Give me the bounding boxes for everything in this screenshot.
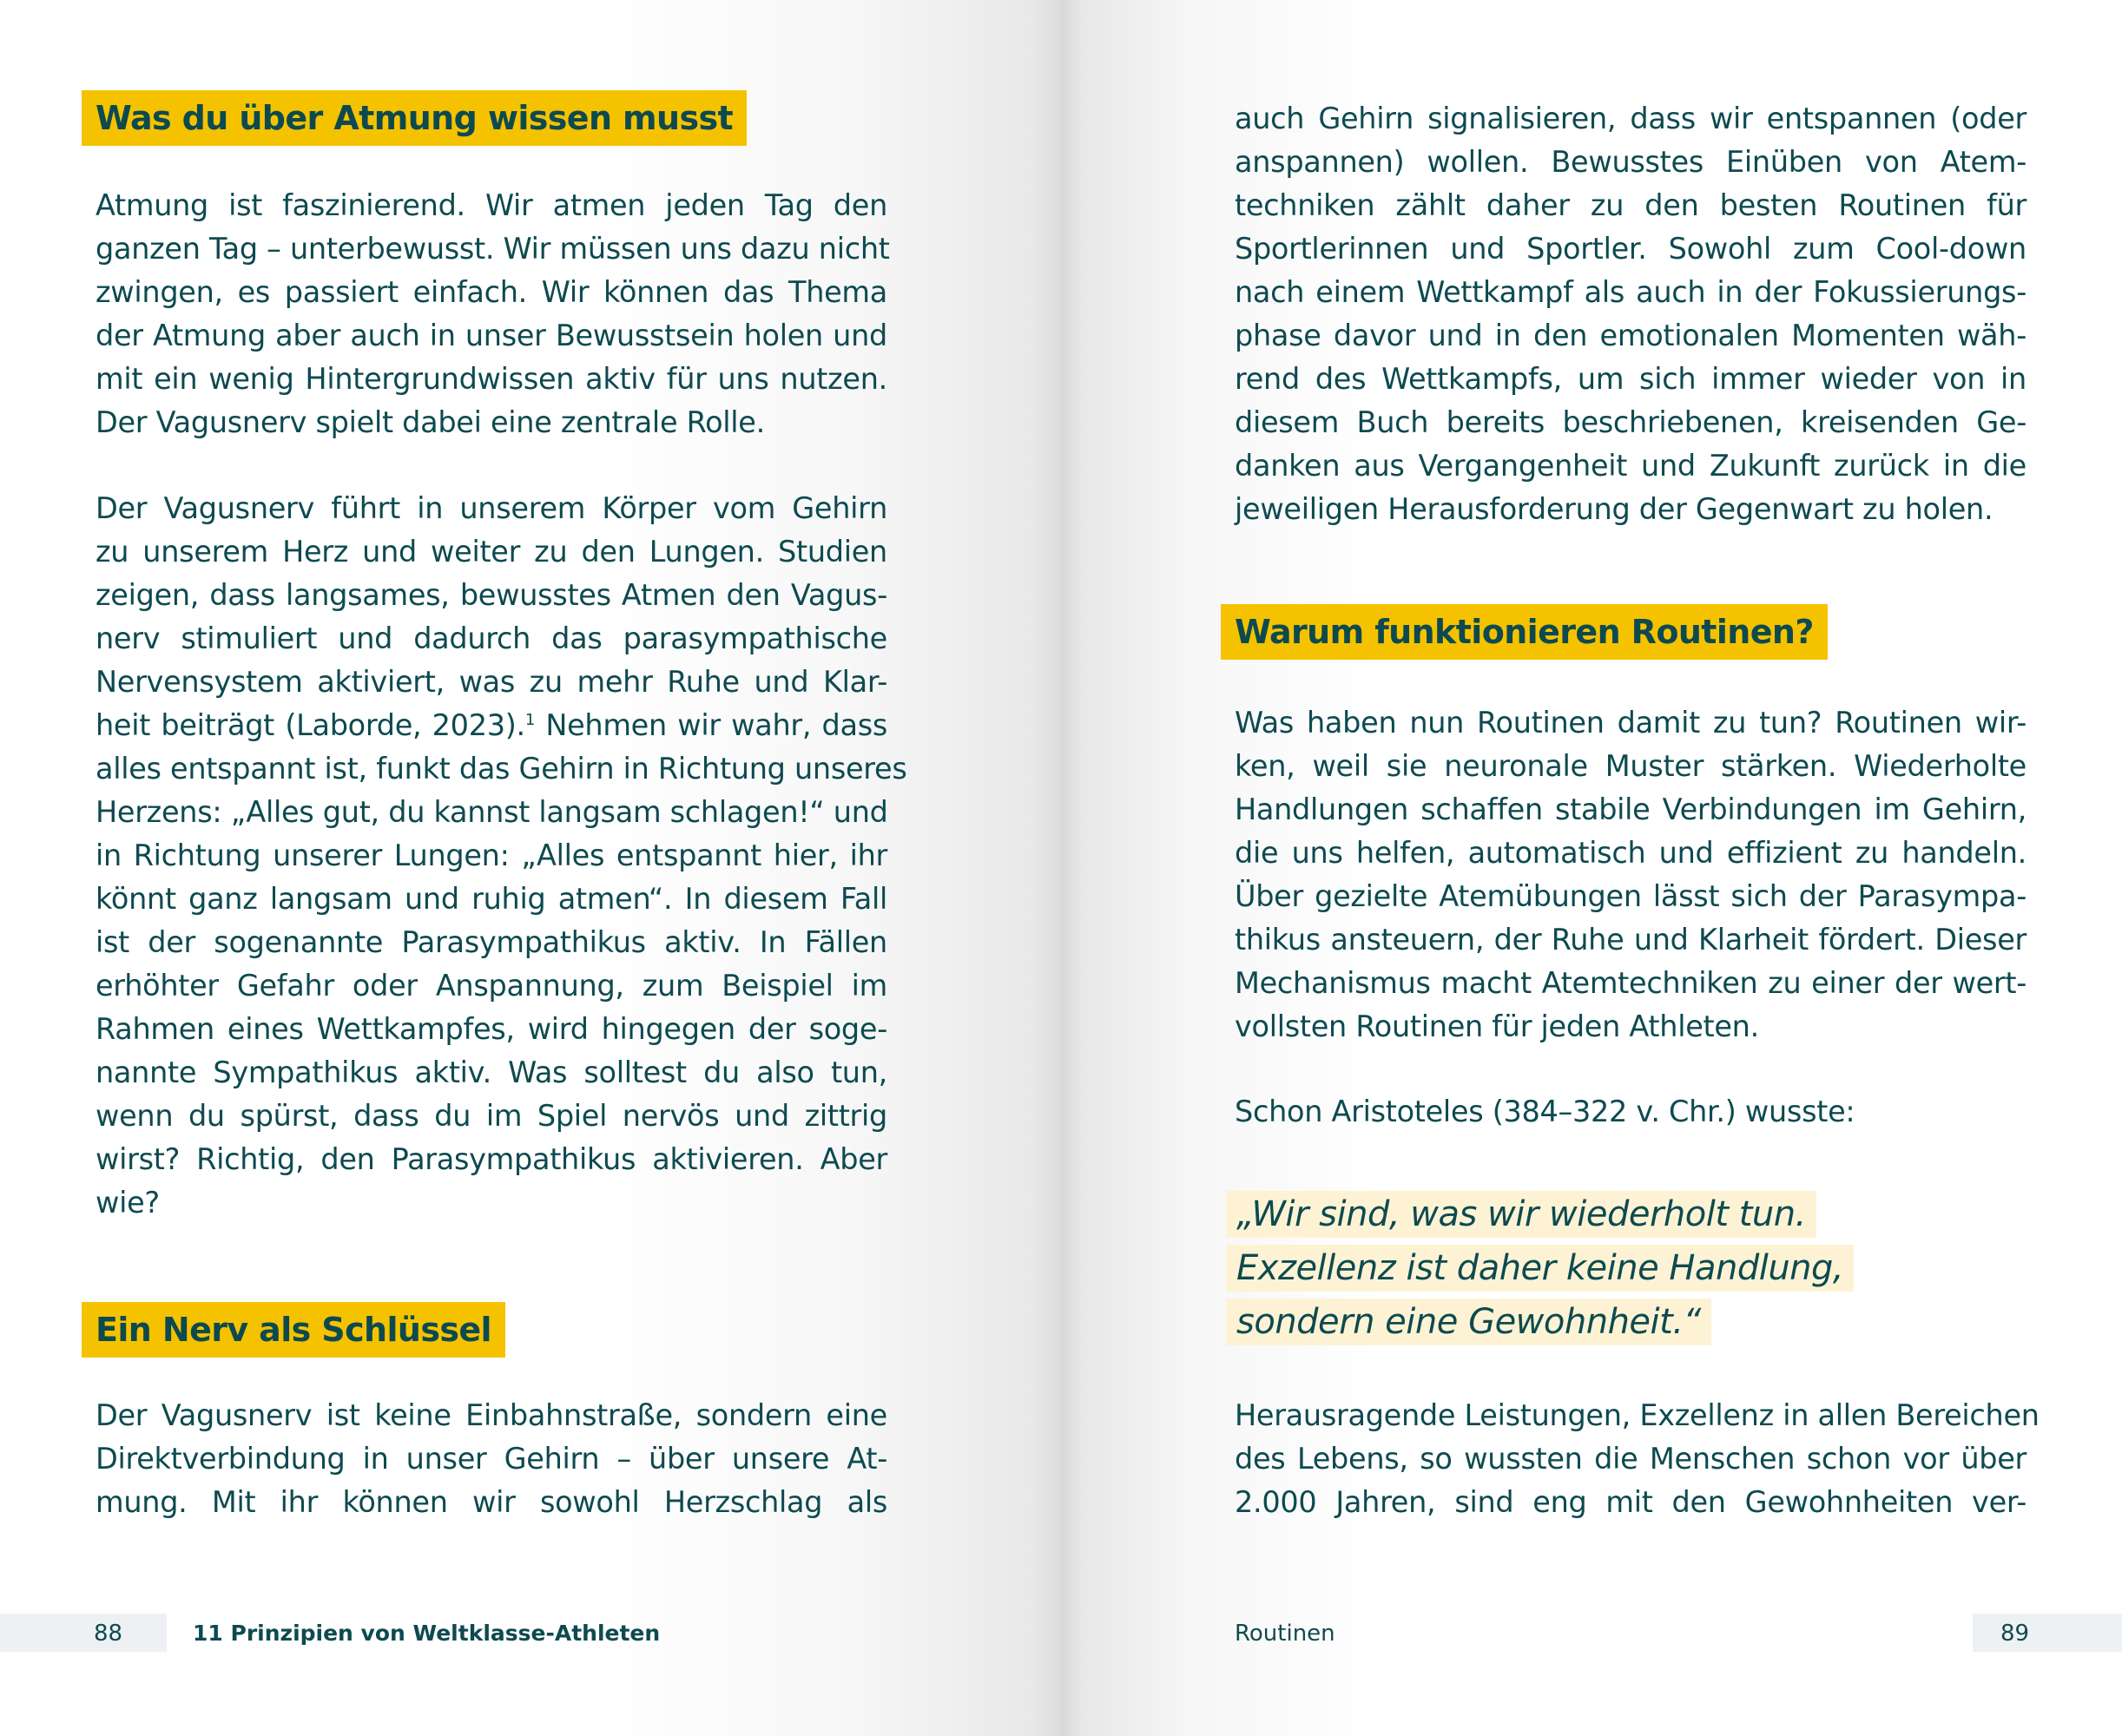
footnote-reference[interactable]: 1	[524, 710, 536, 729]
text-line: ganzen Tag – unterbewusst. Wir müssen uns dazu nicht	[96, 232, 890, 266]
page-number-bar	[1973, 1614, 2122, 1652]
text-line: des Lebens, so wussten die Menschen schon vor über	[1235, 1442, 2026, 1476]
text-line: der Atmung aber auch in unser Bewusstsein holen und	[96, 319, 887, 352]
quote-line	[1226, 1241, 2007, 1295]
text-line: wie?	[96, 1186, 160, 1220]
text-line: mit ein wenig Hintergrundwissen aktiv für uns nutzen.	[96, 362, 887, 396]
quote-text: Exzellenz ist daher keine Handlung,	[1226, 1245, 1854, 1292]
quote-line	[1226, 1295, 2007, 1349]
text-span: heit beiträgt (Laborde, 2023).	[96, 708, 525, 742]
text-line: nerv stimuliert und dadurch das parasympathische	[96, 621, 887, 655]
paragraph-breathing-continued	[1235, 97, 2026, 531]
paragraph-routines	[1235, 701, 2026, 1049]
text-line: Über gezielte Atemübungen lässt sich der Parasympa-	[1235, 879, 2026, 913]
text-line: phase davor und in den emotionalen Momenten wäh-	[1235, 319, 2026, 352]
text-line: nannte Sympathikus aktiv. Was solltest du also tun,	[96, 1055, 887, 1089]
text-line: Sportlerinnen und Sportler. Sowohl zum Cool-down	[1235, 232, 2026, 266]
heading-routines: Warum funktionieren Routinen?	[1221, 604, 1828, 660]
text-line: anspannen) wollen. Bewusstes Einüben von Atem-	[1235, 145, 2026, 179]
text-line: alles entspannt ist, funkt das Gehirn in Richtung unseres	[96, 752, 907, 786]
text-line: Der Vagusnerv spielt dabei eine zentrale Rolle.	[96, 405, 765, 439]
text-line: Rahmen eines Wettkampfes, wird hingegen der soge-	[96, 1012, 887, 1046]
running-title: Routinen	[1235, 1621, 1335, 1647]
quote-text: sondern eine Gewohnheit.“	[1226, 1299, 1711, 1345]
text-line: Atmung ist faszinierend. Wir atmen jeden Tag den	[96, 188, 887, 222]
quote-line	[1226, 1187, 2007, 1241]
text-line: könnt ganz langsam und ruhig atmen“. In diesem Fall	[96, 882, 887, 916]
text-line: zwingen, es passiert einfach. Wir können das Thema	[96, 275, 887, 309]
paragraph-vagus-nerve	[96, 487, 907, 1225]
running-title: 11 Prinzipien von Weltklasse-Athleten	[193, 1621, 661, 1646]
heading-nerve-key: Ein Nerv als Schlüssel	[82, 1302, 505, 1358]
text-line: zu unserem Herz und weiter zu den Lungen. Studien	[96, 535, 887, 569]
page-number-bar	[0, 1614, 167, 1652]
text-line: 2.000 Jahren, sind eng mit den Gewohnheiten ver-	[1235, 1485, 2026, 1519]
text-line: ist der sogenannte Parasympathikus aktiv. In Fällen	[96, 925, 887, 959]
text-line: Der Vagusnerv ist keine Einbahnstraße, sondern eine	[96, 1398, 887, 1432]
text-line-with-footnote	[96, 704, 887, 747]
text-line: Herzens: „Alles gut, du kannst langsam schlagen!“ und	[96, 795, 888, 829]
text-line: jeweiligen Herausforderung der Gegenwart zu holen.	[1235, 492, 1993, 526]
text-line: wirst? Richtig, den Parasympathikus aktivieren. Aber	[96, 1142, 887, 1176]
text-line: nach einem Wettkampf als auch in der Fokussierungs-	[1235, 275, 2026, 309]
text-line: rend des Wettkampfs, um sich immer wieder von in	[1235, 362, 2026, 396]
text-line: diesem Buch bereits beschriebenen, kreisenden Ge-	[1235, 405, 2026, 439]
heading-breathing: Was du über Atmung wissen musst	[82, 90, 747, 146]
right-page	[1061, 0, 2122, 1736]
text-line: Direktverbindung in unser Gehirn – über unsere At-	[96, 1442, 887, 1476]
paragraph-breathing-intro	[96, 184, 890, 444]
text-line: Mechanismus macht Atemtechniken zu einer der wert-	[1235, 966, 2026, 1000]
text-line: thikus ansteuern, der Ruhe und Klarheit fördert. Dieser	[1235, 923, 2026, 957]
text-line: Was haben nun Routinen damit zu tun? Routinen wir-	[1235, 706, 2026, 740]
text-line: Handlungen schaffen stabile Verbindungen im Gehirn,	[1235, 792, 2026, 826]
paragraph-aristotle-intro	[1235, 1090, 2026, 1134]
paragraph-excellence	[1235, 1394, 2040, 1524]
text-line: danken aus Vergangenheit und Zukunft zurück in die	[1235, 449, 2026, 483]
page-number: 89	[2000, 1621, 2030, 1647]
text-line: Der Vagusnerv führt in unserem Körper vom Gehirn	[96, 491, 887, 525]
text-line: wenn du spürst, dass du im Spiel nervös und zittrig	[96, 1099, 887, 1133]
text-line: techniken zählt daher zu den besten Routinen für	[1235, 188, 2026, 222]
text-line: Nervensystem aktiviert, was zu mehr Ruhe und Klar-	[96, 665, 887, 699]
text-line: zeigen, dass langsames, bewusstes Atmen den Vagus-	[96, 578, 887, 612]
text-line: vollsten Routinen für jeden Athleten.	[1235, 1009, 1759, 1043]
text-line: Schon Aristoteles (384–322 v. Chr.) wusste:	[1235, 1095, 1855, 1128]
text-line: erhöhter Gefahr oder Anspannung, zum Beispiel im	[96, 969, 887, 1003]
text-line: in Richtung unserer Lungen: „Alles entspannt hier, ihr	[96, 838, 887, 872]
text-line: Herausragende Leistungen, Exzellenz in allen Bereichen	[1235, 1398, 2040, 1432]
paragraph-nerve-key	[96, 1394, 887, 1524]
quote-text: „Wir sind, was wir wiederholt tun.	[1226, 1191, 1816, 1238]
text-line: ken, weil sie neuronale Muster stärken. Wiederholte	[1235, 749, 2026, 783]
page-number: 88	[94, 1621, 123, 1647]
aristotle-quote	[1226, 1187, 2007, 1349]
text-line: die uns helfen, automatisch und effizient zu handeln.	[1235, 836, 2026, 870]
text-line: mung. Mit ihr können wir sowohl Herzschlag als	[96, 1485, 887, 1519]
text-line: auch Gehirn signalisieren, dass wir entspannen (oder	[1235, 102, 2026, 135]
text-span: Nehmen wir wahr, dass	[535, 708, 888, 742]
